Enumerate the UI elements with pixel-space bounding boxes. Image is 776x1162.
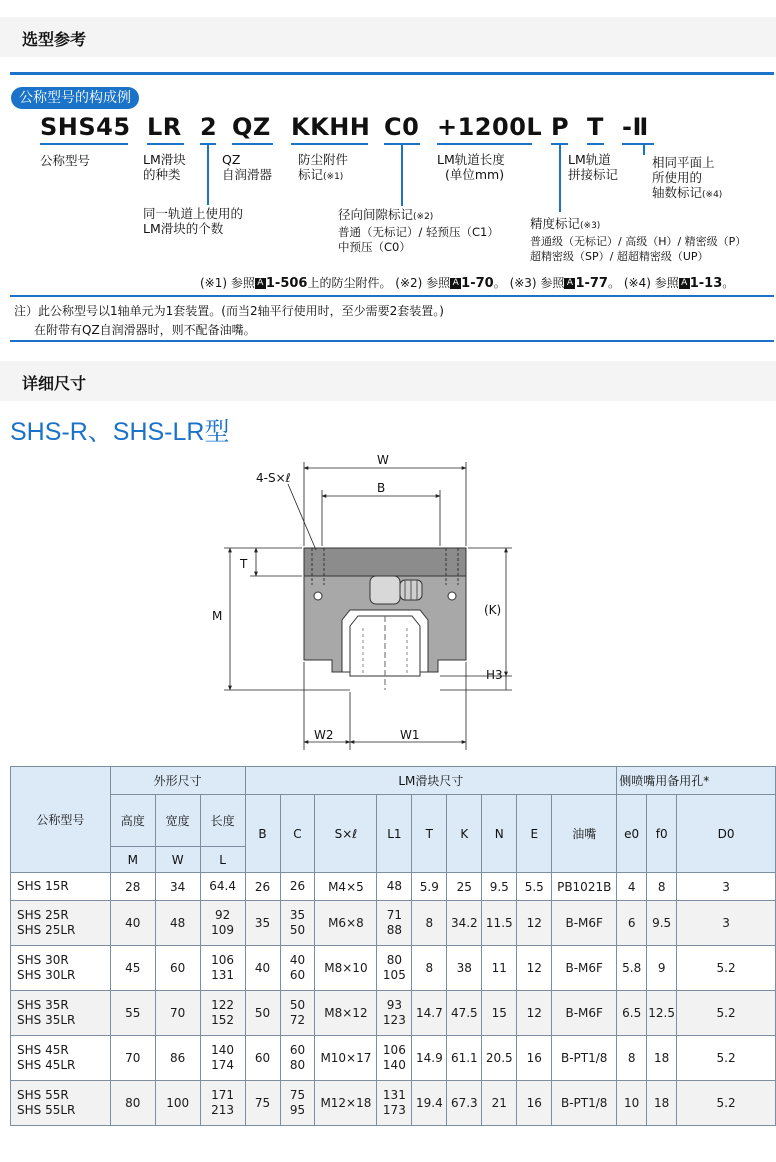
ref-text: 上的防尘附件。 xyxy=(307,276,392,290)
cell-line: 71 xyxy=(386,908,403,922)
header-l1: L1 xyxy=(377,795,412,873)
ref-text: 。 xyxy=(722,276,735,290)
header-m: M xyxy=(110,847,155,873)
divider xyxy=(10,295,774,297)
cell-t: 8 xyxy=(412,946,447,991)
label-line: LM轨道长度 xyxy=(437,152,505,167)
cell-l xyxy=(200,1036,245,1081)
cell-e0: 4 xyxy=(617,873,647,901)
page-ref-icon: A xyxy=(255,278,266,289)
note-line-1: 注）此公称型号以1轴单元为1套装置。(而当2轴平行使用时，至少需要2套装置。) xyxy=(14,304,444,318)
cell-e: 5.5 xyxy=(517,873,552,901)
cell-w: 34 xyxy=(155,873,200,901)
cell-s: M4×5 xyxy=(315,873,377,901)
dim-label-w: W xyxy=(377,453,389,467)
cell-l xyxy=(200,873,245,901)
cell-line: 92 xyxy=(214,908,231,922)
cell-line: SHS 30LR xyxy=(17,968,76,982)
cell-e0: 6.5 xyxy=(617,991,647,1036)
cell-k: 25 xyxy=(447,873,482,901)
cell-line: 60 xyxy=(289,968,306,982)
header-width: 宽度 xyxy=(155,795,200,847)
cell-t: 14.9 xyxy=(412,1036,447,1081)
cell-k: 47.5 xyxy=(447,991,482,1036)
cell-m: 80 xyxy=(110,1081,155,1126)
label-qz xyxy=(222,152,272,182)
label-line: 超精密级（SP）/ 超超精密级（UP） xyxy=(530,250,709,263)
code-part-axes: -Ⅱ xyxy=(622,113,649,141)
dim-label-b: B xyxy=(377,481,386,495)
header-f0: f0 xyxy=(647,795,677,873)
cell-line: 152 xyxy=(211,1013,235,1027)
cell-nipple: B-M6F xyxy=(552,901,617,946)
ref-text: (※4) 参照 xyxy=(623,276,679,290)
dim-label-w1: W1 xyxy=(400,728,420,742)
cell-f0: 9 xyxy=(647,946,677,991)
label-clearance xyxy=(338,207,499,255)
cell-l xyxy=(200,946,245,991)
cell-model xyxy=(11,901,111,946)
cell-line: 106 xyxy=(382,1043,406,1057)
cell-c xyxy=(280,873,315,901)
code-part-model: SHS45 xyxy=(40,113,131,141)
ref-text: 。 xyxy=(493,276,506,290)
header-side-nipple: 侧喷嘴用备用孔* xyxy=(617,767,776,795)
cell-line: SHS 35LR xyxy=(17,1013,76,1027)
type-title: SHS-R、SHS-LR型 xyxy=(10,418,230,446)
cell-l xyxy=(200,1081,245,1126)
cell-n: 15 xyxy=(482,991,517,1036)
label-line: 中预压（C0） xyxy=(338,240,411,254)
cell-line: SHS 55LR xyxy=(17,1103,76,1117)
page-ref-icon: A xyxy=(450,278,461,289)
reference-line xyxy=(200,274,734,291)
cell-line: SHS 25R xyxy=(17,908,69,922)
header-e0: e0 xyxy=(617,795,647,873)
cell-c xyxy=(280,901,315,946)
cell-w: 60 xyxy=(155,946,200,991)
cell-t: 14.7 xyxy=(412,991,447,1036)
label-line: LM滑块的个数 xyxy=(143,221,224,236)
cell-d0: 5.2 xyxy=(677,1036,776,1081)
cell-line: 80 xyxy=(386,953,403,967)
code-part-count: 2 xyxy=(200,113,218,141)
cell-k: 38 xyxy=(447,946,482,991)
label-line: 径向间隙标记 xyxy=(338,207,414,222)
page-ref-icon: A xyxy=(564,278,575,289)
section-title: 选型参考 xyxy=(22,30,87,49)
cell-line: SHS 45R xyxy=(17,1043,69,1057)
cell-line: 64.4 xyxy=(209,879,236,893)
header-l: L xyxy=(200,847,245,873)
cell-nipple: B-PT1/8 xyxy=(552,1036,617,1081)
cell-l1 xyxy=(377,946,412,991)
header-d0: D0 xyxy=(677,795,776,873)
code-part-joint: T xyxy=(587,113,604,141)
cell-e0: 10 xyxy=(617,1081,647,1126)
cell-m: 55 xyxy=(110,991,155,1036)
cell-m: 70 xyxy=(110,1036,155,1081)
label-note: (※3) xyxy=(580,221,601,231)
cell-s: M8×10 xyxy=(315,946,377,991)
cell-k: 61.1 xyxy=(447,1036,482,1081)
cell-t: 5.9 xyxy=(412,873,447,901)
cell-c xyxy=(280,946,315,991)
cell-m: 40 xyxy=(110,901,155,946)
table-row xyxy=(11,1036,776,1081)
cell-b: 75 xyxy=(245,1081,280,1126)
cell-f0: 8 xyxy=(647,873,677,901)
page-ref-icon: A xyxy=(679,278,690,289)
cell-w: 48 xyxy=(155,901,200,946)
cell-d0: 5.2 xyxy=(677,1081,776,1126)
cell-b: 50 xyxy=(245,991,280,1036)
cell-f0: 9.5 xyxy=(647,901,677,946)
label-rail-length xyxy=(437,152,505,182)
header-n: N xyxy=(482,795,517,873)
cell-w: 86 xyxy=(155,1036,200,1081)
label-note: (※1) xyxy=(323,172,344,182)
divider xyxy=(10,340,774,342)
cell-line: SHS 25LR xyxy=(17,923,76,937)
label-accuracy xyxy=(530,216,746,264)
header-t: T xyxy=(412,795,447,873)
cell-n: 9.5 xyxy=(482,873,517,901)
cell-l1 xyxy=(377,901,412,946)
cell-line: 75 xyxy=(289,1088,306,1102)
cell-line: 213 xyxy=(211,1103,235,1117)
cell-b: 60 xyxy=(245,1036,280,1081)
cell-line: 60 xyxy=(289,1043,306,1057)
label-block-type xyxy=(143,152,186,182)
cell-line: 50 xyxy=(289,998,306,1012)
composition-badge: 公称型号的构成例 xyxy=(11,87,139,109)
cell-line: 95 xyxy=(289,1103,306,1117)
header-block-dims: LM滑块尺寸 xyxy=(245,767,617,795)
code-part-qz: QZ xyxy=(232,113,271,141)
label-line: 所使用的 xyxy=(652,170,703,185)
cell-model xyxy=(11,873,111,901)
cell-f0: 18 xyxy=(647,1081,677,1126)
cell-model xyxy=(11,1036,111,1081)
section-header-dimensions xyxy=(0,361,776,401)
cell-line: 106 xyxy=(211,953,235,967)
cell-line: 140 xyxy=(211,1043,235,1057)
cell-line: 80 xyxy=(289,1058,306,1072)
cell-nipple: B-M6F xyxy=(552,991,617,1036)
cell-e0: 6 xyxy=(617,901,647,946)
code-part-accuracy: P xyxy=(551,113,570,141)
cell-nipple: PB1021B xyxy=(552,873,617,901)
code-part-clearance: C0 xyxy=(384,113,420,141)
dim-label-s: 4-S×ℓ xyxy=(256,471,291,485)
code-part-rail-length: +1200L xyxy=(437,113,543,141)
cell-line: 140 xyxy=(382,1058,406,1072)
label-line: 自润滑器 xyxy=(222,167,273,182)
cell-s: M8×12 xyxy=(315,991,377,1036)
label-line: 普通（无标记）/ 轻预压（C1） xyxy=(338,225,499,239)
cell-b: 26 xyxy=(245,873,280,901)
label-block-count xyxy=(143,206,243,236)
ref-page-link[interactable]: 1-13 xyxy=(689,276,723,291)
table-row xyxy=(11,901,776,946)
header-k: K xyxy=(447,795,482,873)
cell-s: M12×18 xyxy=(315,1081,377,1126)
label-line: 拼接标记 xyxy=(568,167,619,182)
label-line: 的种类 xyxy=(143,167,181,182)
cell-line: SHS 15R xyxy=(17,879,69,893)
cell-line: SHS 35R xyxy=(17,998,69,1012)
section-title: 详细尺寸 xyxy=(22,374,87,393)
cell-line: 171 xyxy=(211,1088,235,1102)
cell-s: M6×8 xyxy=(315,901,377,946)
label-line: QZ xyxy=(222,152,241,167)
cell-f0: 12.5 xyxy=(647,991,677,1036)
dim-label-w2: W2 xyxy=(314,728,334,742)
label-dust-seal xyxy=(298,152,348,185)
cell-l1 xyxy=(377,991,412,1036)
cell-line: 35 xyxy=(289,908,306,922)
cell-l xyxy=(200,901,245,946)
dim-label-k: (K) xyxy=(484,603,502,617)
cell-model xyxy=(11,946,111,991)
table-row xyxy=(11,991,776,1036)
cell-n: 11 xyxy=(482,946,517,991)
dim-label-t: T xyxy=(240,557,248,571)
cell-line: 131 xyxy=(382,1088,406,1102)
cell-w: 70 xyxy=(155,991,200,1036)
cell-k: 34.2 xyxy=(447,901,482,946)
cell-e0: 5.8 xyxy=(617,946,647,991)
header-outer-dims: 外形尺寸 xyxy=(110,767,245,795)
ref-page-link[interactable]: 1-506 xyxy=(265,276,308,291)
cell-d0: 5.2 xyxy=(677,946,776,991)
header-length: 长度 xyxy=(200,795,245,847)
header-b: B xyxy=(245,795,280,873)
header-c: C xyxy=(280,795,315,873)
ref-text: (※2) 参照 xyxy=(395,276,451,290)
cell-f0: 18 xyxy=(647,1036,677,1081)
cell-d0: 5.2 xyxy=(677,991,776,1036)
label-line: 同一轨道上使用的 xyxy=(143,206,244,221)
dimension-table xyxy=(10,766,776,1126)
cell-d0: 3 xyxy=(677,873,776,901)
cell-n: 20.5 xyxy=(482,1036,517,1081)
cell-w: 100 xyxy=(155,1081,200,1126)
cell-e: 12 xyxy=(517,946,552,991)
cell-model xyxy=(11,991,111,1036)
lm-rail xyxy=(350,616,420,690)
cell-n: 21 xyxy=(482,1081,517,1126)
label-line: 普通级（无标记）/ 高级（H）/ 精密级（P） xyxy=(530,235,747,248)
label-line: 相同平面上 xyxy=(652,155,715,170)
cell-line: 173 xyxy=(382,1103,406,1117)
cell-model xyxy=(11,1081,111,1126)
cell-line: 50 xyxy=(289,923,306,937)
cell-l1 xyxy=(377,873,412,901)
cell-e: 12 xyxy=(517,901,552,946)
ref-text: 。 xyxy=(607,276,620,290)
code-part-dust: KKHH xyxy=(291,113,371,141)
ref-text: (※1) 参照 xyxy=(200,276,255,290)
cell-t: 19.4 xyxy=(412,1081,447,1126)
cell-line: SHS 55R xyxy=(17,1088,69,1102)
label-note: (※2) xyxy=(413,212,434,222)
table-row xyxy=(11,873,776,901)
cell-line: 26 xyxy=(289,879,306,893)
cell-k: 67.3 xyxy=(447,1081,482,1126)
cell-line: SHS 45LR xyxy=(17,1058,76,1072)
label-line: LM滑块 xyxy=(143,152,186,167)
label-model-no: 公称型号 xyxy=(40,153,91,168)
label-line: 轴数标记 xyxy=(652,185,703,200)
cell-l xyxy=(200,991,245,1036)
cell-line: 40 xyxy=(289,953,306,967)
ref-text: (※3) 参照 xyxy=(509,276,565,290)
cell-line: 122 xyxy=(211,998,235,1012)
header-height: 高度 xyxy=(110,795,155,847)
cell-line: 131 xyxy=(211,968,235,982)
code-part-block-type: LR xyxy=(147,113,182,141)
cell-e: 16 xyxy=(517,1081,552,1126)
cell-line: 105 xyxy=(382,968,406,982)
cell-b: 35 xyxy=(245,901,280,946)
cell-l1 xyxy=(377,1036,412,1081)
cell-e: 12 xyxy=(517,991,552,1036)
ref-page-link[interactable]: 1-77 xyxy=(575,276,608,291)
cell-line: 109 xyxy=(211,923,235,937)
cell-line: 88 xyxy=(386,923,403,937)
cell-b: 40 xyxy=(245,946,280,991)
label-line: LM轨道 xyxy=(568,152,611,167)
dim-label-m: M xyxy=(212,609,223,623)
grease-nipple-icon xyxy=(370,576,422,604)
cell-d0: 3 xyxy=(677,901,776,946)
cross-section-drawing xyxy=(200,450,530,755)
table-row xyxy=(11,1081,776,1126)
cell-s: M10×17 xyxy=(315,1036,377,1081)
label-line: 防尘附件 xyxy=(298,152,349,167)
label-rail-joint xyxy=(568,152,618,182)
cell-c xyxy=(280,1081,315,1126)
cell-l1 xyxy=(377,1081,412,1126)
cell-nipple: B-PT1/8 xyxy=(552,1081,617,1126)
cell-line: 48 xyxy=(386,879,403,893)
header-model: 公称型号 xyxy=(11,767,111,873)
cell-line: 93 xyxy=(386,998,403,1012)
cell-nipple: B-M6F xyxy=(552,946,617,991)
note-line-2: 在附带有QZ自润滑器时，则不配备油嘴。 xyxy=(34,323,256,337)
cell-m: 45 xyxy=(110,946,155,991)
header-s: S×ℓ xyxy=(315,795,377,873)
cell-m: 28 xyxy=(110,873,155,901)
header-nipple: 油嘴 xyxy=(552,795,617,873)
cell-e: 16 xyxy=(517,1036,552,1081)
ref-page-link[interactable]: 1-70 xyxy=(461,276,494,291)
header-e: E xyxy=(517,795,552,873)
table-row xyxy=(11,946,776,991)
header-w: W xyxy=(155,847,200,873)
cell-line: 72 xyxy=(289,1013,306,1027)
cell-c xyxy=(280,991,315,1036)
label-line: 标记 xyxy=(298,167,324,182)
cell-line: SHS 30R xyxy=(17,953,69,967)
dim-label-h3: H3 xyxy=(486,668,503,682)
cell-e0: 8 xyxy=(617,1036,647,1081)
cell-line: 174 xyxy=(211,1058,235,1072)
cell-n: 11.5 xyxy=(482,901,517,946)
label-axes xyxy=(652,155,722,203)
cell-c xyxy=(280,1036,315,1081)
cell-line: 123 xyxy=(382,1013,406,1027)
label-line: (单位mm) xyxy=(445,167,505,182)
cell-t: 8 xyxy=(412,901,447,946)
label-note: (※4) xyxy=(702,190,723,200)
label-line: 精度标记 xyxy=(530,216,581,231)
